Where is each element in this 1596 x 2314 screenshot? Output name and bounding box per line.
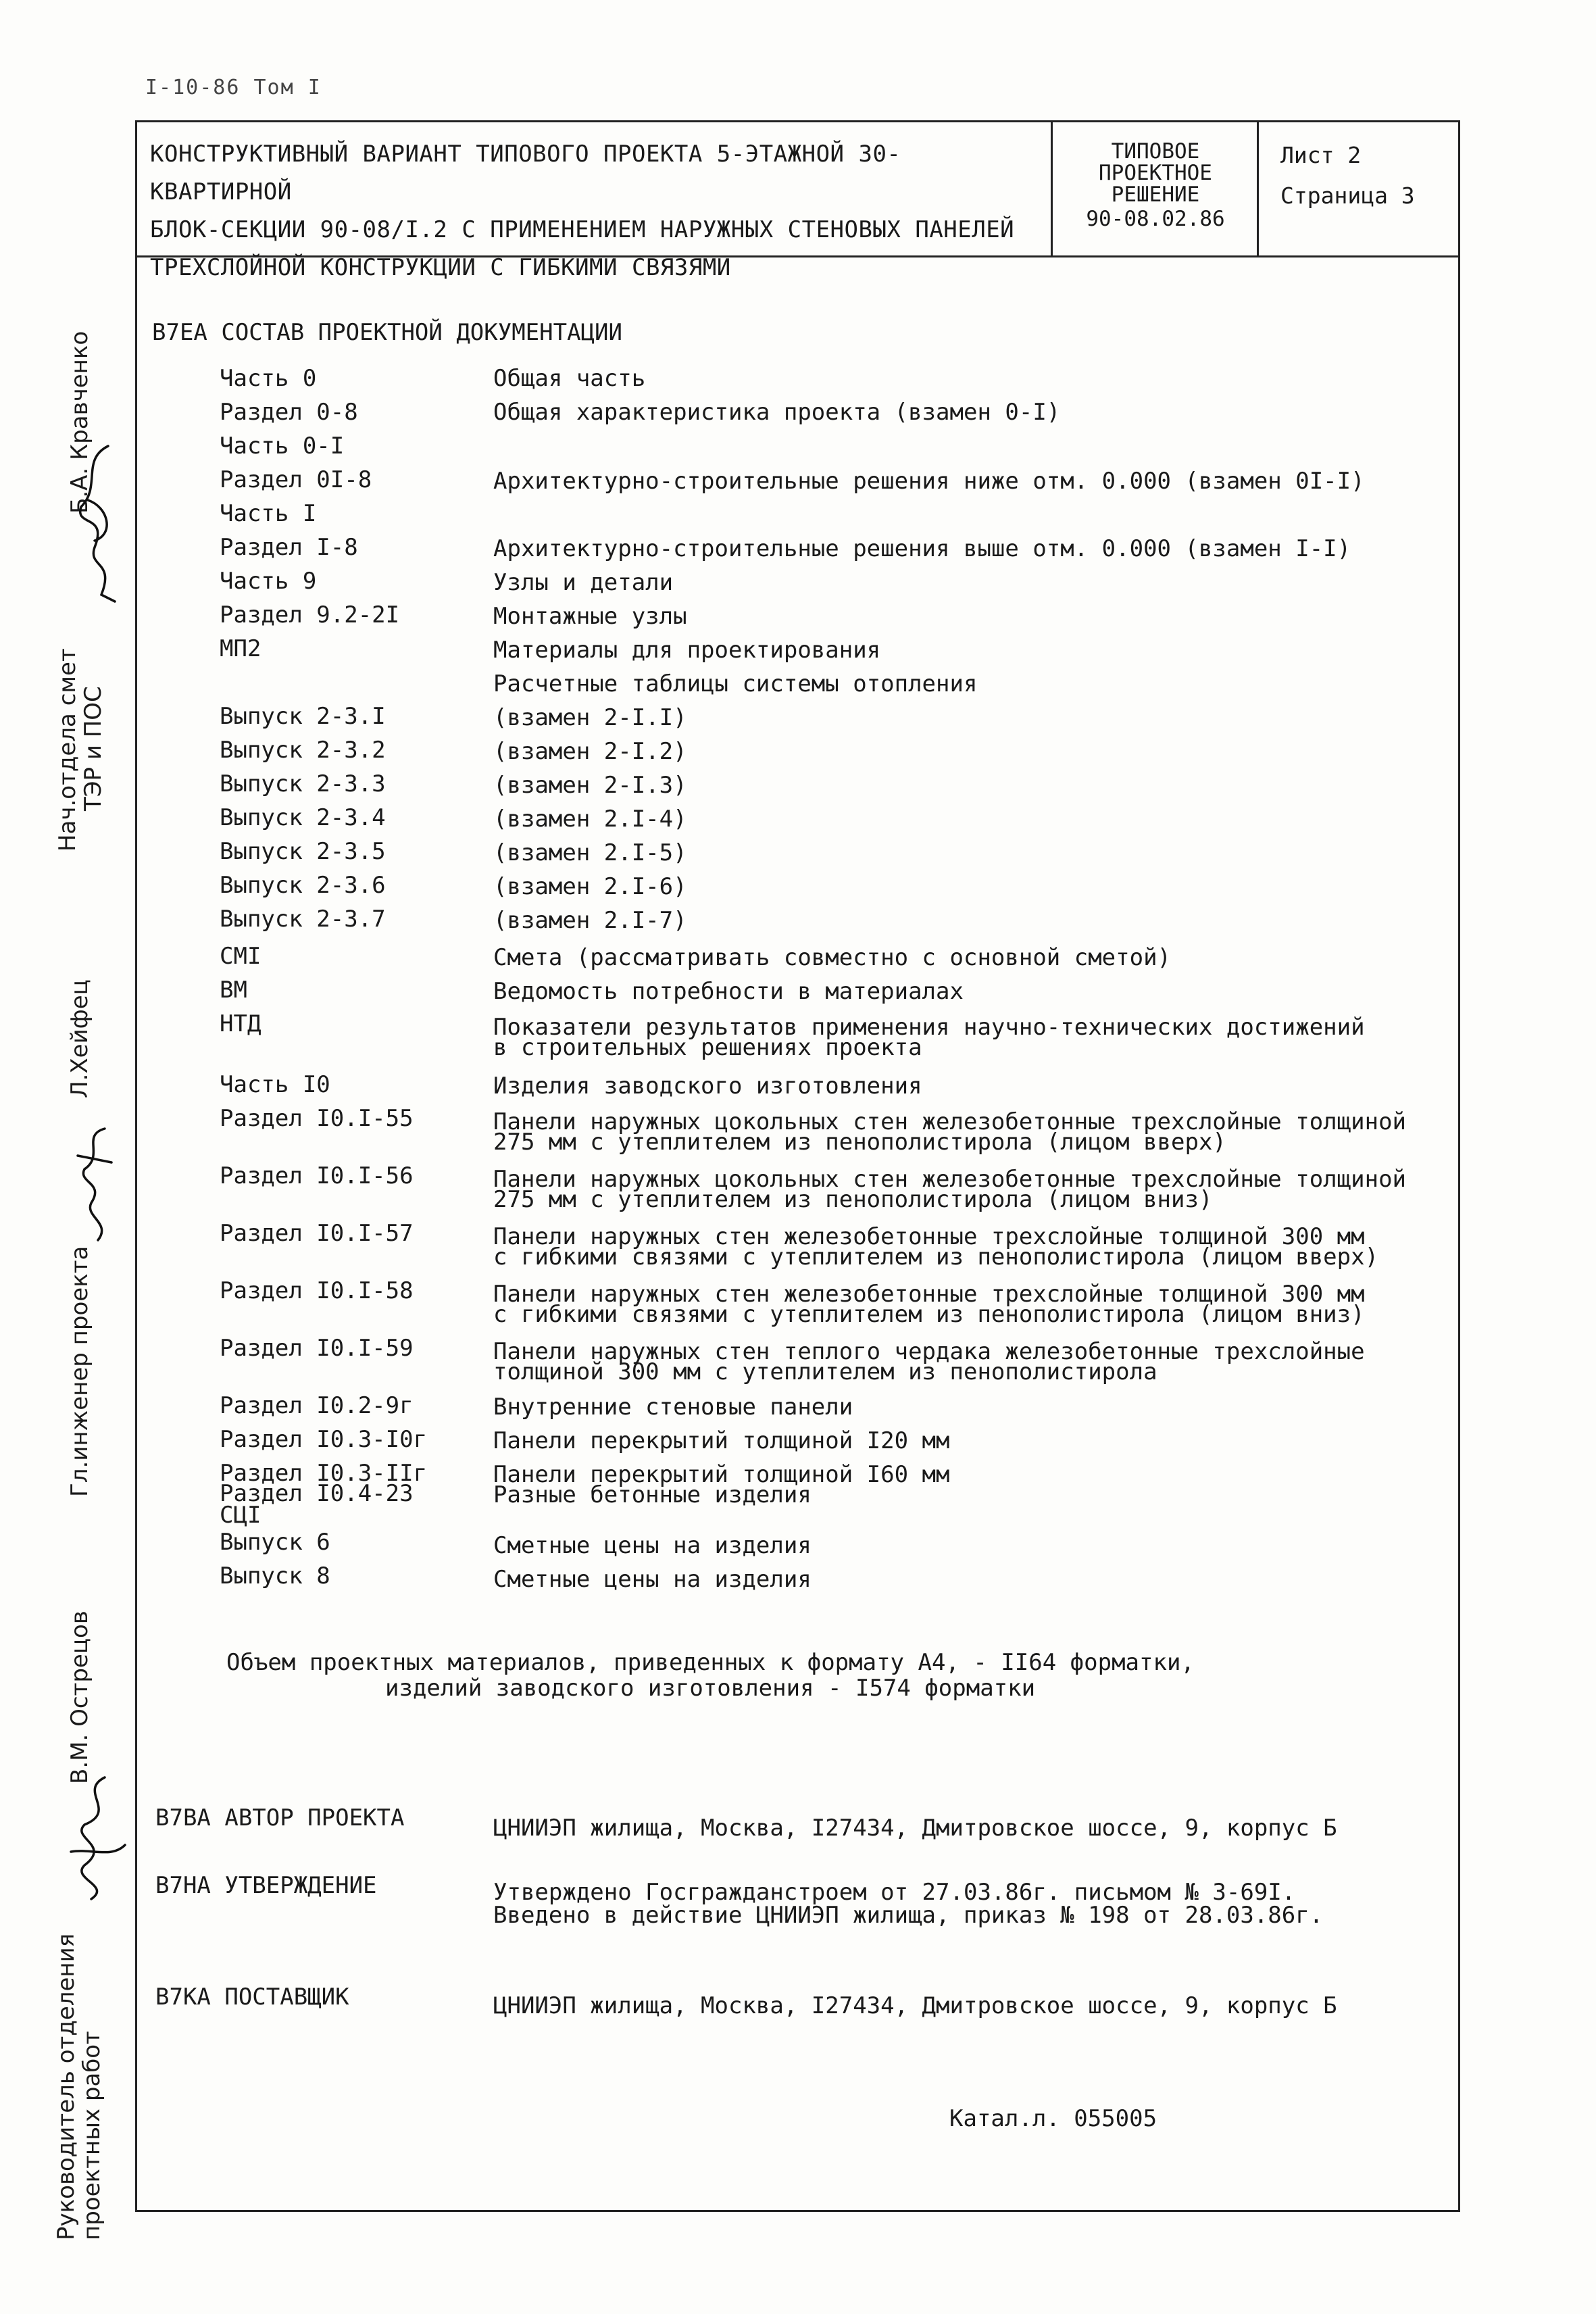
item-code: Раздел I-8 xyxy=(220,534,358,561)
supplier-text: ЦНИИЭП жилища, Москва, I27434, Дмитровское шоссе, 9, корпус Б xyxy=(493,1992,1337,2019)
item-desc: Панели наружных стен железобетонные трехслойные толщиной 300 мм xyxy=(493,1223,1365,1250)
item-code: Выпуск 8 xyxy=(220,1562,330,1590)
author-text: ЦНИИЭП жилища, Москва, I27434, Дмитровское шоссе, 9, корпус Б xyxy=(493,1815,1337,1842)
title-line: БЛОК-СЕКЦИИ 90-08/I.2 С ПРИМЕНЕНИЕМ НАРУЖНЫХ СТЕНОВЫХ ПАНЕЛЕЙ xyxy=(150,216,1015,243)
item-desc: Панели наружных цокольных стен железобетонные трехслойные толщиной xyxy=(493,1108,1407,1135)
item-desc: (взамен 2-I.I) xyxy=(493,704,687,731)
document-title xyxy=(150,135,1042,287)
item-code: Часть 9 xyxy=(220,568,317,595)
item-desc: Панели наружных стен железобетонные трехслойные толщиной 300 мм xyxy=(493,1281,1365,1308)
approval-line-2: Введено в действие ЦНИИЭП жилища, приказ № 198 от 28.03.86г. xyxy=(493,1902,1324,1929)
stamp-block xyxy=(1054,141,1257,230)
signature-ostretsov xyxy=(57,1771,132,1906)
stamp-line: ПРОЕКТНОЕ xyxy=(1099,161,1212,185)
page-number: Страница 3 xyxy=(1280,182,1415,209)
item-code: Часть 0 xyxy=(220,365,317,392)
side-label-smet-b: ТЭР и ПОС xyxy=(80,686,107,811)
item-code: Выпуск 2-3.2 xyxy=(220,737,386,764)
item-code: ВМ xyxy=(220,977,247,1004)
item-code: Выпуск 2-3.7 xyxy=(220,906,386,933)
document-code: I-10-86 Том I xyxy=(145,76,322,99)
side-label-smet-a: Нач.отдела смет xyxy=(54,648,81,852)
item-desc: с гибкими связями с утеплителем из пенополистирола (лицом вверх) xyxy=(493,1244,1379,1271)
item-desc: Ведомость потребности в материалах xyxy=(493,978,964,1005)
item-code: Раздел I0.I-55 xyxy=(220,1105,414,1132)
item-code: Выпуск 2-3.I xyxy=(220,703,386,730)
item-code: Выпуск 2-3.4 xyxy=(220,804,386,831)
stamp-line: РЕШЕНИЕ xyxy=(1111,182,1200,207)
item-code: Раздел I0.I-58 xyxy=(220,1277,414,1304)
item-code: Часть I0 xyxy=(220,1071,330,1098)
item-code: Раздел I0.I-57 xyxy=(220,1220,414,1247)
side-label-chief-engineer: Гл.инженер проекта xyxy=(66,1246,93,1497)
item-desc: Внутренние стеновые панели xyxy=(493,1394,853,1421)
item-code: Раздел I0.I-59 xyxy=(220,1335,414,1362)
item-desc: (взамен 2.I-7) xyxy=(493,907,687,934)
item-desc: Изделия заводского изготовления xyxy=(493,1073,922,1100)
author-label: В7ВА АВТОР ПРОЕКТА xyxy=(155,1804,405,1831)
item-desc: в строительных решениях проекта xyxy=(493,1034,922,1061)
side-label-head-b: проектных работ xyxy=(78,2031,105,2240)
item-desc: Смета (рассматривать совместно с основной сметой) xyxy=(493,944,1172,971)
item-code: Выпуск 2-3.3 xyxy=(220,770,386,797)
item-code: НТД xyxy=(220,1010,261,1037)
item-code: СЦI xyxy=(220,1502,261,1529)
item-code: Часть I xyxy=(220,500,317,527)
item-code: Раздел I0.2-9г xyxy=(220,1392,414,1419)
item-code: Выпуск 2-3.5 xyxy=(220,838,386,865)
item-code: МП2 xyxy=(220,635,261,662)
side-label-head-a: Руководитель отделения xyxy=(53,1933,80,2240)
supplier-label: В7КА ПОСТАВЩИК xyxy=(155,1984,349,2011)
item-desc: Панели наружных цокольных стен железобетонные трехслойные толщиной xyxy=(493,1166,1407,1193)
side-label-ostretsov: В.М. Острецов xyxy=(66,1610,93,1784)
item-code: СМI xyxy=(220,943,261,970)
item-desc: Общая часть xyxy=(493,365,646,392)
item-desc: (взамен 2-I.3) xyxy=(493,772,687,799)
item-desc: Показатели результатов применения научно-технических достижений xyxy=(493,1014,1365,1041)
stamp-line: 90-08.02.86 xyxy=(1086,207,1225,231)
volume-line-1: Объем проектных материалов, приведенных к формату А4, - II64 форматки, xyxy=(226,1649,1195,1676)
title-line: КОНСТРУКТИВНЫЙ ВАРИАНТ ТИПОВОГО ПРОЕКТА 5-ЭТАЖНОЙ 30-КВАРТИРНОЙ xyxy=(150,141,901,205)
approval-label: В7НА УТВЕРЖДЕНИЕ xyxy=(155,1872,377,1899)
item-desc: 275 мм с утеплителем из пенополистирола (лицом вверх) xyxy=(493,1129,1226,1156)
approval-line-1: Утверждено Госгражданстроем от 27.03.86г. письмом № 3-69I. xyxy=(493,1879,1296,1906)
item-desc: Сметные цены на изделия xyxy=(493,1532,812,1559)
stamp-line: ТИПОВОЕ xyxy=(1111,139,1200,164)
item-code: Раздел I0.4-23 xyxy=(220,1480,414,1507)
item-code: Раздел I0.3-IIг xyxy=(220,1460,428,1487)
item-code: Раздел 0-8 xyxy=(220,399,358,426)
item-code: Выпуск 2-3.6 xyxy=(220,872,386,899)
item-desc: Панели наружных стен теплого чердака железобетонные трехслойные xyxy=(493,1338,1365,1365)
item-desc: Монтажные узлы xyxy=(493,603,687,630)
item-desc: Панели перекрытий толщиной I60 мм xyxy=(493,1461,950,1488)
sheet-info xyxy=(1280,135,1415,216)
item-desc: 275 мм с утеплителем из пенополистирола (лицом вниз) xyxy=(493,1186,1213,1213)
sheet-number: Лист 2 xyxy=(1280,142,1362,168)
item-desc: (взамен 2.I-5) xyxy=(493,839,687,866)
item-code: Раздел 9.2-2I xyxy=(220,601,400,629)
volume-line-2: изделий заводского изготовления - I574 форматки xyxy=(385,1675,1036,1702)
title-line: ТРЕХСЛОЙНОЙ КОНСТРУКЦИИ С ГИБКИМИ СВЯЗЯМИ xyxy=(150,254,731,281)
item-desc: Панели перекрытий толщиной I20 мм xyxy=(493,1427,950,1454)
item-desc: Архитектурно-строительные решения ниже отм. 0.000 (взамен 0I-I) xyxy=(493,468,1365,495)
item-desc: толщиной 300 мм с утеплителем из пенополистирола xyxy=(493,1358,1157,1385)
item-desc: Сметные цены на изделия xyxy=(493,1566,812,1593)
item-code: Раздел I0.I-56 xyxy=(220,1162,414,1189)
item-desc: (взамен 2-I.2) xyxy=(493,738,687,765)
signature-kheifets xyxy=(64,1115,125,1250)
side-label-kheifets: Л.Хейфец xyxy=(66,979,93,1098)
item-code: Выпуск 6 xyxy=(220,1529,330,1556)
signature-kravchenko xyxy=(68,433,128,622)
item-desc: Общая характеристика проекта (взамен 0-I) xyxy=(493,399,1061,426)
side-label-kravchenko: Б.А. Кравченко xyxy=(66,330,93,514)
item-desc: (взамен 2.I-6) xyxy=(493,873,687,900)
item-desc: Расчетные таблицы системы отопления xyxy=(493,670,978,697)
item-desc: Узлы и детали xyxy=(493,569,674,596)
item-code: Раздел 0I-8 xyxy=(220,466,372,493)
composition-heading: В7ЕА СОСТАВ ПРОЕКТНОЙ ДОКУМЕНТАЦИИ xyxy=(152,319,622,346)
item-desc: с гибкими связями с утеплителем из пенополистирола (лицом вниз) xyxy=(493,1301,1365,1328)
item-code: Раздел I0.3-I0г xyxy=(220,1426,428,1453)
item-desc: Разные бетонные изделия xyxy=(493,1481,812,1508)
item-code: Часть 0-I xyxy=(220,433,345,460)
item-desc: (взамен 2.I-4) xyxy=(493,806,687,833)
item-desc: Архитектурно-строительные решения выше отм. 0.000 (взамен I-I) xyxy=(493,535,1351,562)
item-desc: Материалы для проектирования xyxy=(493,637,881,664)
catalog-number: Катал.л. 055005 xyxy=(949,2105,1157,2132)
